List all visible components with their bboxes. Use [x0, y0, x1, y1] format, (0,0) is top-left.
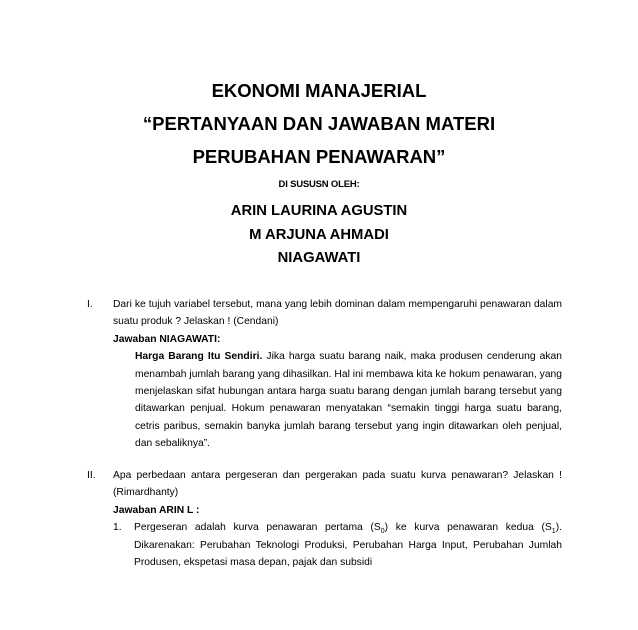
section-body: [113, 467, 562, 571]
answer-body: Jika harga suatu barang naik, maka produsen cenderung akan menambah jumlah barang yang dihasilkan. Hal ini membawa kita ke hokum penawaran, yang menjelaskan sifat hubungan antara harga suatu barang dengan jumlah barang tersebut yang ditawarkan penjual. Hokum penawaran menyatakan “semakin tinggi harga suatu barang, cetris paribus, semakin banyka jumlah barang tersebut yang ingin ditawarkan oleh penjual, dan sebaliknya”.: [135, 351, 562, 450]
answer-label: Jawaban NIAGAWATI:: [113, 333, 221, 345]
answer-text: [135, 348, 562, 452]
subscript: 0: [380, 528, 385, 536]
title-line-1: EKONOMI MANAJERIAL: [211, 80, 427, 101]
section-numeral: I.: [87, 299, 93, 310]
author-list: [100, 200, 538, 271]
author-name: NIAGAWATI: [277, 250, 361, 266]
item-text-part: ). Dikarenakan: Perubahan Teknologi Produksi, Perubahan Harga Input, Perubahan Jumlah Produsen, ekspetasi masa depan, pajak dan subsidi: [134, 522, 562, 569]
author-name: ARIN LAURINA AGUSTIN: [230, 203, 408, 219]
section-body: [113, 296, 562, 453]
question-text: Apa perbedaan antara pergeseran dan pergerakan pada suatu kurva penawaran? Jelaskan ! (Rimardhanty): [113, 470, 562, 499]
author-name: M ARJUNA AHMADI: [249, 226, 389, 243]
item-text-part: ) ke kurva penawaran kedua (S: [384, 522, 552, 534]
numbered-answer-item: [113, 519, 562, 571]
byline-label: DI SUSUSN OLEH:: [278, 179, 360, 190]
item-number: 1.: [113, 522, 122, 534]
answer-label: Jawaban ARIN L :: [113, 504, 200, 516]
title-line-2: “PERTANYAAN DAN JAWABAN MATERI: [142, 113, 496, 134]
answer-lead: Harga Barang Itu Sendiri.: [135, 351, 263, 363]
item-text-part: Pergeseran adalah kurva penawaran pertama (S: [134, 522, 381, 534]
subscript: 1: [551, 528, 556, 536]
item-text: [134, 519, 562, 571]
document-title: [0, 74, 638, 173]
question-text: Dari ke tujuh variabel tersebut, mana yang lebih dominan dalam mempengaruhi penawaran dalam suatu produk ? Jelaskan ! (Cendani): [113, 299, 562, 328]
title-line-3: PERUBAHAN PENAWARAN”: [192, 146, 446, 167]
section-numeral: II.: [87, 470, 96, 481]
